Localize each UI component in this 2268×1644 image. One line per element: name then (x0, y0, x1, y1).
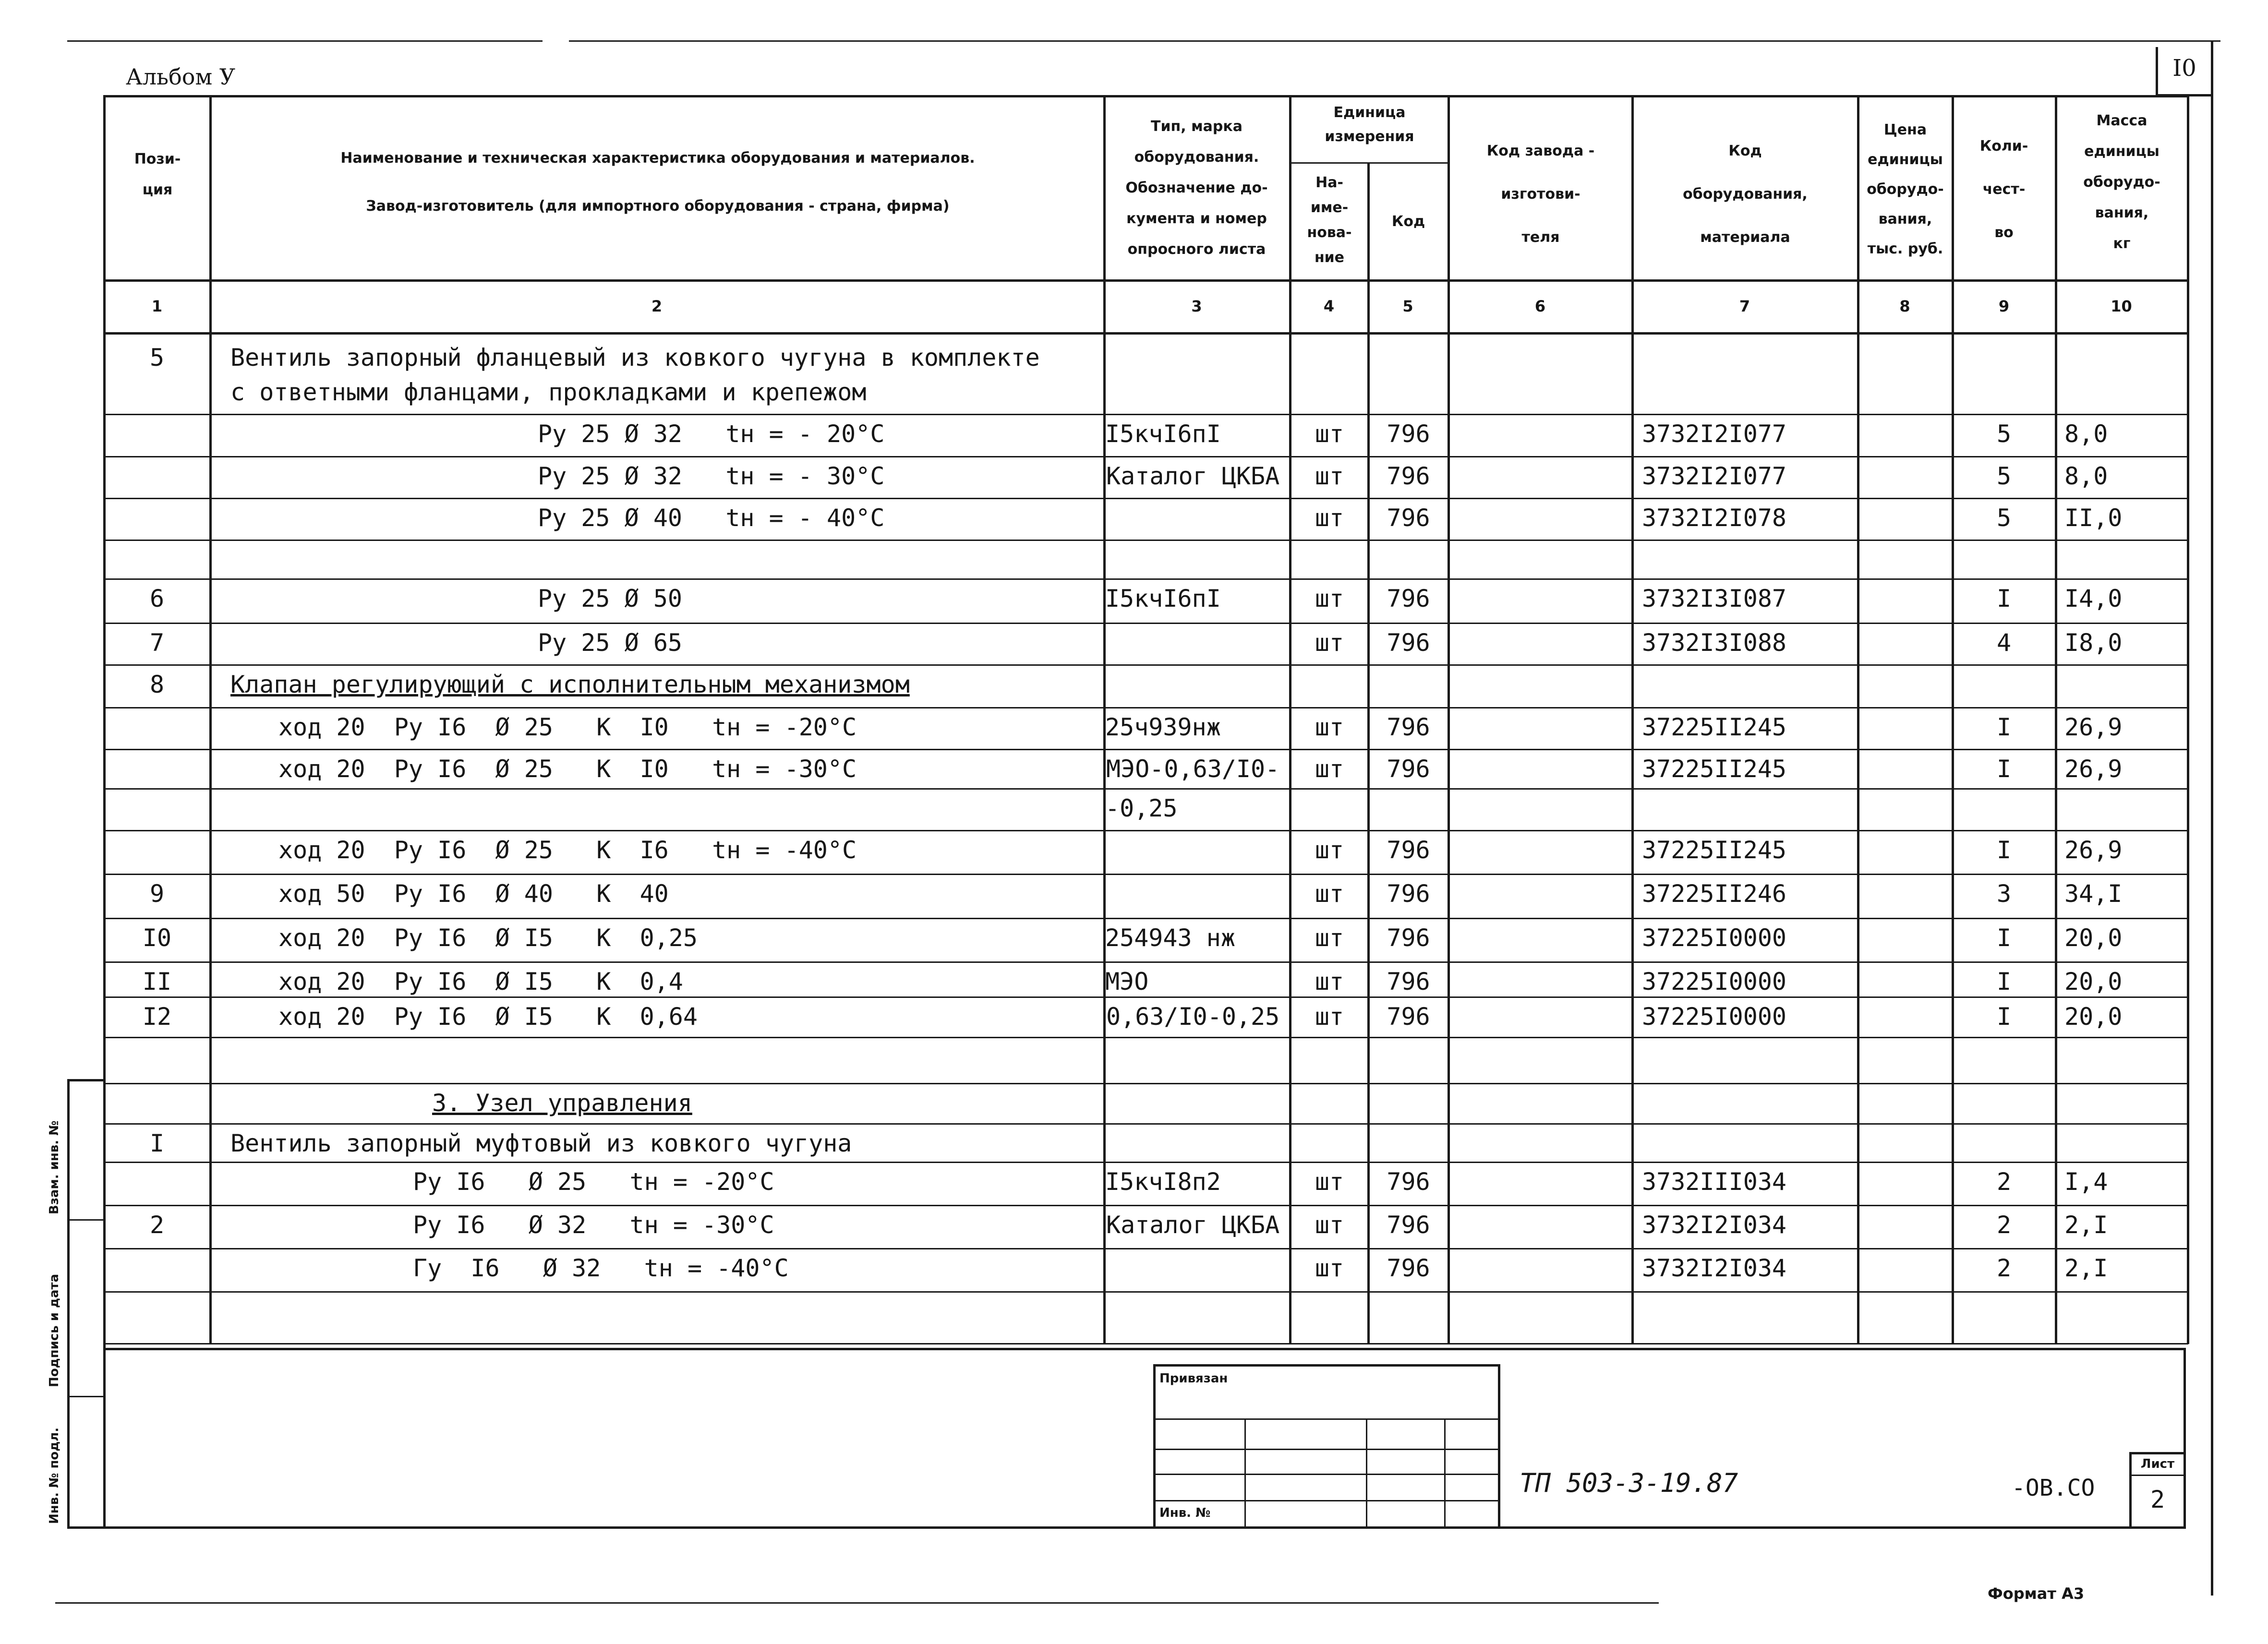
privyazan-col-1 (1244, 1418, 1246, 1526)
cell-type: 25ч939нж (1105, 713, 1221, 741)
cell-unit: шт (1315, 968, 1344, 996)
cell-name: Ру 25 Ø 65 (538, 629, 683, 657)
row-separator (105, 788, 2188, 790)
cell-qty: 5 (1996, 420, 2012, 448)
header-mass: Масса единицы оборудо- вания, кг (2083, 112, 2160, 252)
col-line-right (2187, 95, 2189, 1344)
sheet-number: 2 (2150, 1486, 2165, 1513)
cell-qty: 4 (1996, 629, 2012, 657)
cell-pos: 8 (149, 671, 165, 698)
cell-pos: II (142, 968, 172, 996)
cell-pos: 7 (149, 629, 165, 657)
cell-ucode: 796 (1387, 880, 1430, 908)
side-stamp-bottom (67, 1526, 106, 1529)
cell-type: МЭО (1105, 968, 1149, 996)
cell-mass: I8,0 (2064, 629, 2123, 657)
cell-qty: I (1996, 968, 2012, 996)
colnum-7: 7 (1739, 297, 1750, 315)
cell-mass: I,4 (2064, 1168, 2108, 1196)
privyazan-line-2 (1155, 1449, 1500, 1450)
colnum-10: 10 (2111, 297, 2132, 315)
privyazan-top (1155, 1364, 1500, 1367)
cell-name: Вентиль запорный фланцевый из ковкого чугуна в комплекте (230, 344, 1040, 372)
cell-ucode: 796 (1387, 924, 1430, 952)
cell-qty: I (1996, 713, 2012, 741)
cell-mass: 20,0 (2064, 1003, 2123, 1031)
cell-name: Ру 25 Ø 40 tн = - 40°C (538, 504, 885, 532)
row-separator (105, 996, 2188, 998)
cell-name: Вентиль запорный муфтовый из ковкого чугуна (230, 1129, 852, 1157)
colnum-5: 5 (1402, 297, 1413, 315)
cell-name: ход 50 Ру I6 Ø 40 К 40 (278, 880, 669, 908)
cell-unit: шт (1315, 462, 1344, 490)
row-separator (105, 1291, 2188, 1293)
cell-qty: 2 (1996, 1168, 2012, 1196)
cell-type: МЭО-0,63/I0- (1106, 755, 1280, 783)
header-unit-group: Единица измерения (1325, 104, 1414, 145)
colnum-1: 1 (151, 297, 163, 315)
cell-name: ход 20 Ру I6 Ø 25 К I0 tн = -30°C (278, 755, 857, 783)
header-unit-name: На- име- нова- ние (1307, 174, 1352, 266)
cell-pos: 5 (149, 344, 165, 372)
cell-code: 37225I0000 (1642, 924, 1787, 952)
cell-type: I5кчI6пI (1105, 420, 1221, 448)
titleblock-top (105, 1348, 2186, 1350)
cell-code: 37225I0000 (1642, 1003, 1787, 1031)
cell-name: ход 20 Ру I6 Ø I5 К 0,25 (278, 924, 698, 952)
cell-unit: шт (1315, 880, 1344, 908)
side-label-replaced-inv: Взам. инв. № (47, 1120, 61, 1214)
cell-ucode: 796 (1387, 713, 1430, 741)
cell-code: 37225II245 (1642, 836, 1787, 864)
row-separator (105, 623, 2188, 624)
cell-qty: I (1996, 924, 2012, 952)
cell-ucode: 796 (1387, 1254, 1430, 1282)
header-quantity: Коли- чест- во (1979, 138, 2028, 241)
row-separator (105, 1123, 2188, 1125)
cell-type: -0,25 (1105, 794, 1178, 822)
cell-ucode: 796 (1387, 1168, 1430, 1196)
privyazan-col-2 (1366, 1418, 1367, 1526)
cell-pos: I (149, 1129, 165, 1157)
cell-name: Ру 25 Ø 50 (538, 585, 683, 612)
cell-pos: 6 (149, 585, 165, 612)
row-separator (105, 1205, 2188, 1206)
row-separator (105, 918, 2188, 919)
cell-type: Каталог ЦКБА (1106, 462, 1280, 490)
cell-unit: шт (1315, 836, 1344, 864)
cell-name: Гу I6 Ø 32 tн = -40°C (413, 1254, 789, 1282)
privyazan-label: Привязан (1159, 1371, 1228, 1386)
cell-unit: шт (1315, 1168, 1344, 1196)
privyazan-line-3 (1155, 1474, 1500, 1475)
cell-pos: 9 (149, 880, 165, 908)
cell-ucode: 796 (1387, 462, 1430, 490)
row-separator (105, 1037, 2188, 1038)
row-separator (105, 414, 2188, 415)
side-stamp-left-line (67, 1079, 70, 1528)
row-separator (105, 830, 2188, 831)
inventory-number-label: Инв. № (1159, 1506, 1211, 1520)
cell-type: 0,63/I0-0,25 (1106, 1003, 1280, 1031)
cell-code: 3732I2I078 (1642, 504, 1787, 532)
row-separator (105, 498, 2188, 499)
cell-type: Каталог ЦКБА (1106, 1211, 1280, 1239)
cell-qty: 3 (1996, 880, 2012, 908)
document-code: ТП 503-3-19.87 (1520, 1468, 1738, 1498)
colnum-2: 2 (651, 297, 663, 315)
cell-unit: шт (1315, 629, 1344, 657)
cell-unit: шт (1315, 1254, 1344, 1282)
cell-mass: 8,0 (2064, 420, 2108, 448)
side-stamp-split-2 (67, 1396, 106, 1397)
cell-unit: шт (1315, 924, 1344, 952)
colnum-9: 9 (1998, 297, 2010, 315)
row-separator (105, 961, 2188, 963)
header-equipment-code: Код оборудования, материала (1683, 143, 1808, 246)
cell-qty: I (1996, 836, 2012, 864)
col-line-5 (1448, 95, 1450, 1344)
side-stamp-top (67, 1079, 106, 1081)
row-separator (105, 1162, 2188, 1163)
row-separator (105, 707, 2188, 708)
privyazan-right (1498, 1364, 1500, 1527)
row-separator (105, 1248, 2188, 1249)
cell-code: 37225II246 (1642, 880, 1787, 908)
colnum-3: 3 (1191, 297, 1202, 315)
colnum-bottom-line (105, 332, 2188, 335)
cell-type: I5кчI6пI (1105, 585, 1221, 612)
cell-mass: I4,0 (2064, 585, 2123, 612)
titleblock-bottom (105, 1526, 2186, 1529)
format-label: Формат А3 (1988, 1584, 2085, 1603)
cell-code: 3732I2I034 (1642, 1211, 1787, 1239)
cell-ucode: 796 (1387, 629, 1430, 657)
cell-ucode: 796 (1387, 585, 1430, 612)
cell-name: Клапан регулирующий с исполнительным механизмом (230, 671, 910, 698)
cell-qty: 5 (1996, 462, 2012, 490)
cell-code: 37225I0000 (1642, 968, 1787, 996)
side-label-original-inv: Инв. № подл. (47, 1427, 61, 1524)
document-suffix: -ОВ.СО (2012, 1475, 2095, 1501)
header-price: Цена единицы оборудо- вания, тыс. руб. (1867, 121, 1944, 257)
cell-qty: I (1996, 755, 2012, 783)
privyazan-line-1 (1155, 1418, 1500, 1420)
privyazan-col-3 (1444, 1418, 1446, 1526)
cell-qty: 5 (1996, 504, 2012, 532)
col-line-4 (1367, 162, 1370, 1344)
cell-unit: шт (1315, 1003, 1344, 1031)
privyazan-left (1153, 1364, 1156, 1527)
cell-ucode: 796 (1387, 1003, 1430, 1031)
row-separator (105, 1083, 2188, 1084)
cell-name: 3. Узел управления (432, 1089, 692, 1117)
cell-ucode: 796 (1387, 420, 1430, 448)
cell-code: 37225II245 (1642, 713, 1787, 741)
cell-code: 37225II245 (1642, 755, 1787, 783)
col-line-7 (1857, 95, 1859, 1344)
row-separator (105, 749, 2188, 750)
cell-pos: I0 (142, 924, 172, 952)
header-type: Тип, марка оборудования. Обозначение до- кумента и номер опросного листа (1125, 118, 1268, 258)
cell-name: Ру I6 Ø 32 tн = -30°C (413, 1211, 774, 1239)
cell-name: Ру 25 Ø 32 tн = - 20°C (538, 420, 885, 448)
cell-ucode: 796 (1387, 968, 1430, 996)
cell-mass: 20,0 (2064, 924, 2123, 952)
side-label-signature-date: Подпись и дата (47, 1273, 61, 1387)
row-separator (105, 540, 2188, 541)
cell-mass: 20,0 (2064, 968, 2123, 996)
cell-qty: I (1996, 585, 2012, 612)
header-name: Наименование и техническая характеристика оборудования и материалов. Завод-изготовитель (для импортного оборудования - страна, фирма) (340, 150, 975, 215)
privyazan-line-4 (1155, 1500, 1500, 1501)
table-top-line (105, 95, 2188, 97)
cell-name: ход 20 Ру I6 Ø I5 К 0,4 (278, 968, 683, 996)
top-sheet-number: I0 (2172, 55, 2196, 82)
cell-mass: II,0 (2064, 504, 2123, 532)
cell-unit: шт (1315, 713, 1344, 741)
album-title: Альбом У (126, 64, 236, 90)
cell-unit: шт (1315, 755, 1344, 783)
cell-ucode: 796 (1387, 755, 1430, 783)
col-line-1 (209, 95, 212, 1344)
cell-name: Ру I6 Ø 25 tн = -20°C (413, 1168, 774, 1196)
cell-mass: 26,9 (2064, 713, 2123, 741)
row-separator (105, 578, 2188, 580)
cell-name: ход 20 Ру I6 Ø I5 К 0,64 (278, 1003, 698, 1031)
cell-code: 3732I3I088 (1642, 629, 1787, 657)
cell-qty: I (1996, 1003, 2012, 1031)
colnum-8: 8 (1899, 297, 1910, 315)
sheet-label: Лист (2140, 1457, 2175, 1471)
unit-header-split (1291, 162, 1450, 164)
cell-code: 3732I2I077 (1642, 420, 1787, 448)
colnum-4: 4 (1323, 297, 1335, 315)
cell-type: I5кчI8п2 (1105, 1168, 1221, 1196)
top-border-right (569, 40, 2220, 42)
cell-code: 3732III034 (1642, 1168, 1787, 1196)
col-line-6 (1631, 95, 1634, 1344)
side-stamp-split-1 (67, 1219, 106, 1221)
cell-unit: шт (1315, 420, 1344, 448)
bottom-border (55, 1602, 1659, 1604)
sheet-box-mid (2129, 1475, 2184, 1476)
header-bottom-line (105, 279, 2188, 282)
cell-ucode: 796 (1387, 1211, 1430, 1239)
cell-mass: 8,0 (2064, 462, 2108, 490)
top-border-left (67, 40, 543, 42)
cell-qty: 2 (1996, 1211, 2012, 1239)
row-separator (105, 664, 2188, 666)
cell-code: 3732I2I077 (1642, 462, 1787, 490)
col-line-9 (2055, 95, 2057, 1344)
cell-unit: шт (1315, 585, 1344, 612)
right-outer-border (2211, 40, 2213, 1596)
cell-unit: шт (1315, 1211, 1344, 1239)
cell-name: Ру 25 Ø 32 tн = - 30°C (538, 462, 885, 490)
cell-name: с ответными фланцами, прокладками и крепежом (230, 378, 867, 406)
cell-pos: 2 (149, 1211, 165, 1239)
row-separator (105, 874, 2188, 875)
cell-ucode: 796 (1387, 836, 1430, 864)
table-bottom-line (105, 1343, 2188, 1344)
cell-unit: шт (1315, 504, 1344, 532)
cell-mass: 34,I (2064, 880, 2123, 908)
cell-mass: 26,9 (2064, 755, 2123, 783)
cell-name: ход 20 Ру I6 Ø 25 К I0 tн = -20°C (278, 713, 857, 741)
cell-mass: 26,9 (2064, 836, 2123, 864)
row-separator (105, 456, 2188, 457)
cell-mass: 2,I (2064, 1211, 2108, 1239)
colnum-6: 6 (1534, 297, 1546, 315)
cell-pos: I2 (142, 1003, 172, 1031)
header-unit-code: Код (1391, 213, 1425, 230)
cell-mass: 2,I (2064, 1254, 2108, 1282)
header-position: Пози- ция (134, 151, 181, 198)
header-factory-code: Код завода - изготови- теля (1486, 143, 1595, 246)
cell-code: 3732I3I087 (1642, 585, 1787, 612)
cell-qty: 2 (1996, 1254, 2012, 1282)
cell-name: ход 20 Ру I6 Ø 25 К I6 tн = -40°C (278, 836, 857, 864)
cell-ucode: 796 (1387, 504, 1430, 532)
cell-code: 3732I2I034 (1642, 1254, 1787, 1282)
cell-type: 254943 нж (1105, 924, 1235, 952)
